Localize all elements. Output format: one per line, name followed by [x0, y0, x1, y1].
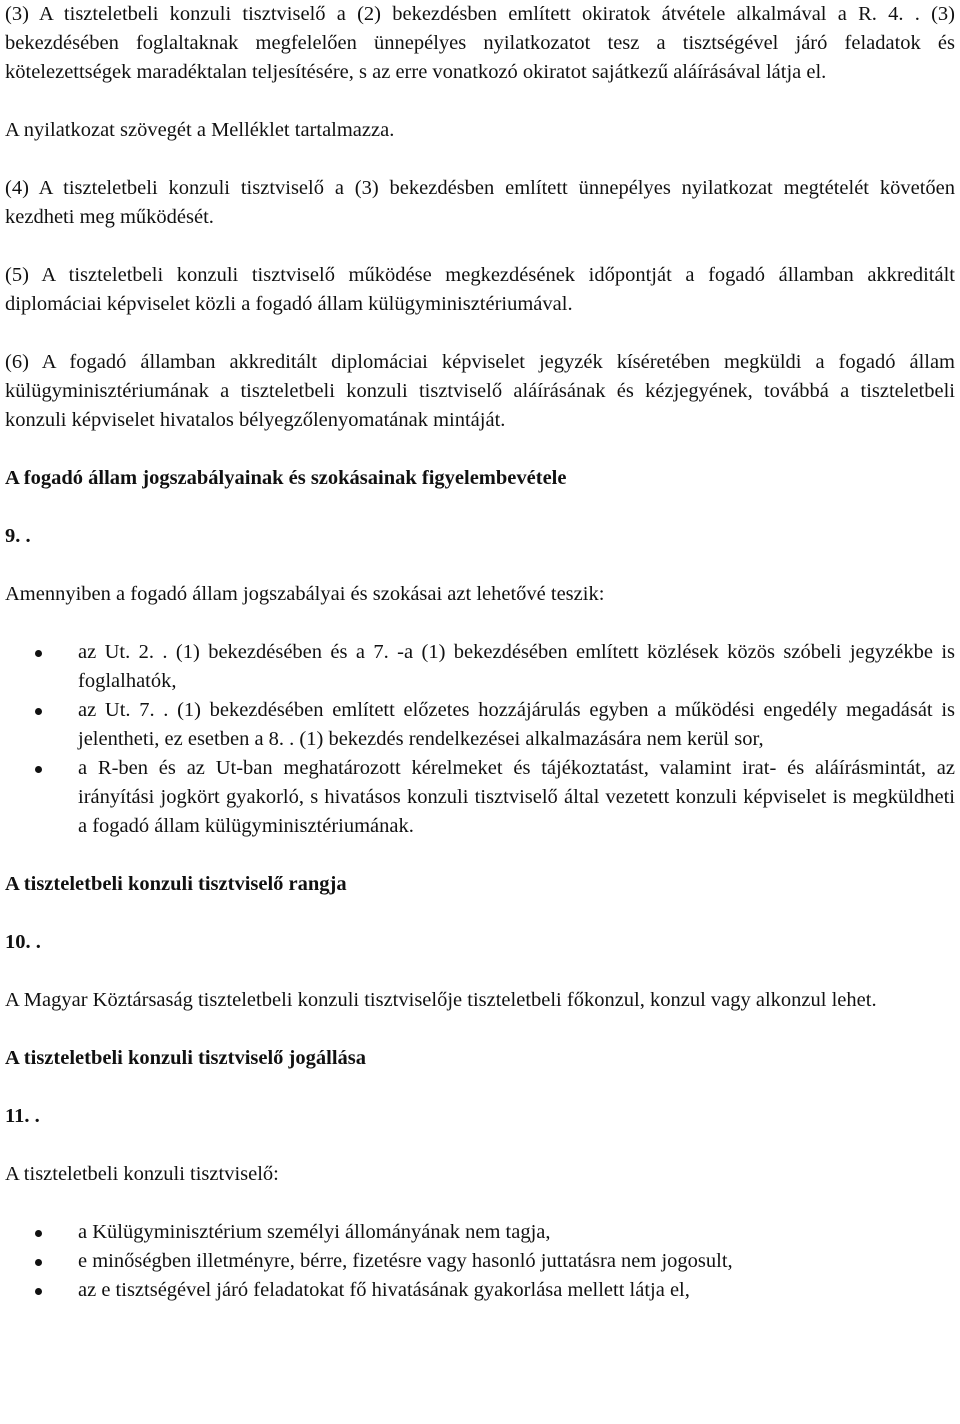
- section-9-list: [5, 638, 955, 841]
- paragraph-5: (5) A tiszteletbeli konzuli tisztviselő működése megkezdésének időpontját a fogadó államban akkreditált diplomáciai képviselet közli a fogadó állam külügyminisztériumával.: [5, 264, 955, 315]
- list-item-text: az Ut. 2. . (1) bekezdésében és a 7. -a (1) bekezdésében említett közlések közös szóbeli jegyzékbe is foglalhatók,: [78, 641, 955, 692]
- paragraph-6: (6) A fogadó államban akkreditált diplomáciai képviselet jegyzék kíséretében megküldi a fogadó állam külügyminisztériumának a tiszteletbeli konzuli tisztviselő aláírásának és kézjegyének, továbbá a tiszteletbeli konzuli képviselet hivatalos bélyegzőlenyomatának mintáját.: [5, 351, 955, 431]
- list-item-text: e minőségben illetményre, bérre, fizetésre vagy hasonló juttatásra nem jogosult,: [78, 1250, 733, 1272]
- section-10-number: 10. .: [5, 931, 41, 953]
- list-item: [5, 1247, 955, 1276]
- section-11-list: [5, 1218, 955, 1305]
- section-9-intro: Amennyiben a fogadó állam jogszabályai és szokásai azt lehetővé teszik:: [5, 583, 605, 605]
- list-item: [5, 1276, 955, 1305]
- list-item-text: az Ut. 7. . (1) bekezdésében említett előzetes hozzájárulás egyben a működési engedély megadását is jelentheti, ez esetben a 8. . (1) bekezdés rendelkezései alkalmazására nem kerül sor,: [78, 699, 955, 750]
- section-10-heading: A tiszteletbeli konzuli tisztviselő rangja: [5, 873, 347, 895]
- list-item-text: a Külügyminisztérium személyi állományának nem tagja,: [78, 1221, 551, 1243]
- section-9-number: 9. .: [5, 525, 31, 547]
- section-11-heading: A tiszteletbeli konzuli tisztviselő jogállása: [5, 1047, 366, 1069]
- paragraph-4: (4) A tiszteletbeli konzuli tisztviselő a (3) bekezdésben említett ünnepélyes nyilatkozat megtételét követően kezdheti meg működését.: [5, 177, 955, 228]
- section-10-text: A Magyar Köztársaság tiszteletbeli konzuli tisztviselője tiszteletbeli főkonzul, konzul vagy alkonzul lehet.: [5, 989, 877, 1011]
- list-item: [5, 696, 955, 754]
- bullet-icon: [35, 766, 42, 773]
- list-item: [5, 638, 955, 696]
- document-page: [5, 0, 955, 1334]
- list-item: [5, 1218, 955, 1247]
- list-item-text: a R-ben és az Ut-ban meghatározott kérelmeket és tájékoztatást, valamint irat- és aláírásmintát, az irányítási jogkört gyakorló, s hivatásos konzuli tisztviselő által vezetett konzuli képviselet is megküldheti a fogadó állam külügyminisztériumának.: [78, 757, 955, 837]
- bullet-icon: [35, 1230, 42, 1237]
- list-item-text: az e tisztségével járó feladatokat fő hivatásának gyakorlása mellett látja el,: [78, 1279, 690, 1301]
- bullet-icon: [35, 650, 42, 657]
- bullet-icon: [35, 1259, 42, 1266]
- paragraph-annex-note: A nyilatkozat szövegét a Melléklet tartalmazza.: [5, 119, 395, 141]
- bullet-icon: [35, 1288, 42, 1295]
- section-9-heading: A fogadó állam jogszabályainak és szokásainak figyelembevétele: [5, 467, 567, 489]
- section-11-intro: A tiszteletbeli konzuli tisztviselő:: [5, 1163, 279, 1185]
- section-11-number: 11. .: [5, 1105, 40, 1127]
- list-item: [5, 754, 955, 841]
- bullet-icon: [35, 708, 42, 715]
- paragraph-3: (3) A tiszteletbeli konzuli tisztviselő a (2) bekezdésben említett okiratok átvétele alkalmával a R. 4. . (3) bekezdésében foglaltaknak megfelelően ünnepélyes nyilatkozatot tesz a tisztségével járó feladatok és kötelezettségek maradéktalan teljesítésére, s az erre vonatkozó okiratot sajátkezű aláírásával látja el.: [5, 3, 955, 83]
